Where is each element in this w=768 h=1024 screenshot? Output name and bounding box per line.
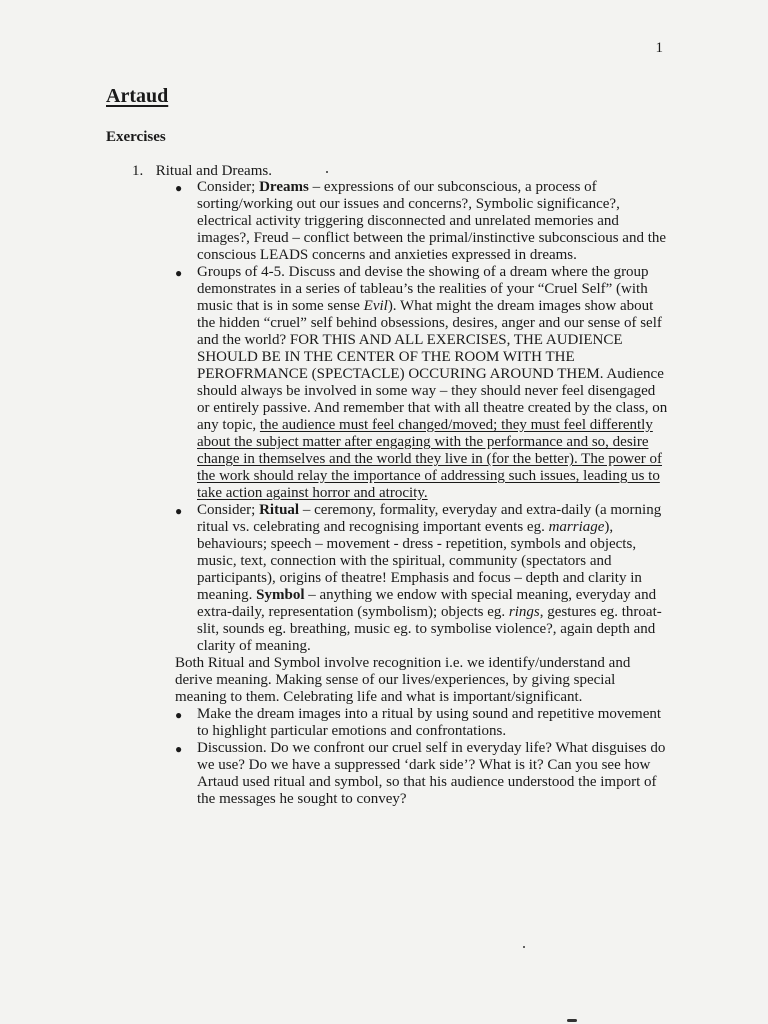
bullet-icon: ● (175, 181, 183, 195)
item-text: – ceremony, formality, everyday and extra-daily (a morning ritual vs. celebrating and recognising important events eg. (197, 502, 662, 535)
item-text: ), behaviours; speech – movement - dress - repetition, symbols and objects, music, text, connection with the spiritual, community (spectators and participants), origins of theatre! Emphasis and focus – depth and clarity in meaning. (197, 519, 642, 603)
list-item-ritual (175, 502, 670, 655)
item-text: Consider; (197, 502, 260, 518)
bullet-icon: ● (175, 742, 183, 756)
item-text: , gestures eg. throat-slit, sounds eg. breathing, music eg. to symbolise violence?, again depth and clarity of meaning. (197, 604, 662, 654)
page-number: 1 (655, 40, 663, 56)
exercise-number: 1. (132, 163, 144, 179)
list-item-discussion (175, 740, 670, 808)
underlined-text: the audience must feel changed/moved; they must feel differently about the subject matter after engaging with the performance and so, desire change in themselves and the world they live in (for the better). The power of the work should relay the importance of addressing such issues, leading us to take action against horror and atrocity. (197, 417, 662, 501)
item-text: – anything we endow with special meaning, everyday and extra-daily, representation (symbolism); objects eg. (197, 587, 657, 620)
body-paragraph: Both Ritual and Symbol involve recognition i.e. we identify/understand and derive meaning. Making sense of our lives/experiences, by giving special meaning to them. Celebrating life and what is important/significant. (175, 655, 631, 705)
italic-term: marriage (548, 519, 605, 535)
scan-speck (326, 171, 328, 173)
bullet-icon: ● (175, 266, 183, 280)
section-heading: Exercises (106, 129, 166, 145)
item-text: ). What might the dream images show about the hidden “cruel” self behind obsessions, desires, anger and our sense of self and the world? FOR THIS AND ALL EXERCISES, THE AUDIENCE SHOULD BE IN THE CENTER OF THE ROOM WITH THE PEROFRMANCE (SPECTACLE) OCCURING AROUND THEM. Audience should always be involved in some way – they should never feel disengaged or entirely passive. And remember that with all theatre created by the class, on any topic, (197, 298, 668, 433)
scan-speck (567, 1019, 577, 1022)
item-text: Groups of 4-5. Discuss and devise the showing of a dream where the group demonstrates in a series of tableau’s the realities of your “Cruel Self” (with music that is in some sense (197, 264, 649, 314)
bold-term: Dreams (259, 179, 309, 195)
item-text: Consider; (197, 179, 260, 195)
list-item-ritual-dream (175, 706, 670, 740)
exercise-body (175, 179, 670, 808)
item-text: Discussion. Do we confront our cruel self in everyday life? What disguises do we use? Do we have a suppressed ‘dark side’? What is it? Can you see how Artaud used ritual and symbol, so that his audience understood the import of the messages he sought to convey? (197, 740, 666, 807)
bold-term: Ritual (259, 502, 300, 518)
list-item-groups (175, 264, 670, 502)
item-text: – expressions of our subconscious, a process of sorting/working out our issues and concerns?, Symbolic significance?, electrical activity triggering disconnected and unrelated memories and images?, Freud – conflict between the primal/instinctive subconscious and the conscious LEADS concerns and anxieties expressed in dreams. (197, 179, 667, 263)
exercise-label: Ritual and Dreams. (155, 163, 272, 179)
page-title: Artaud (106, 85, 169, 107)
scan-speck (523, 946, 525, 948)
exercise-heading (132, 163, 272, 180)
italic-term: rings (508, 604, 540, 620)
bullet-icon: ● (175, 504, 183, 518)
italic-term: Evil (363, 298, 388, 314)
list-item-dreams (175, 179, 670, 264)
bullet-list (175, 179, 670, 655)
bullet-list (175, 706, 670, 808)
bullet-icon: ● (175, 708, 183, 722)
item-text: Make the dream images into a ritual by using sound and repetitive movement to highlight particular emotions and confrontations. (197, 706, 662, 739)
bold-term: Symbol (256, 587, 305, 603)
